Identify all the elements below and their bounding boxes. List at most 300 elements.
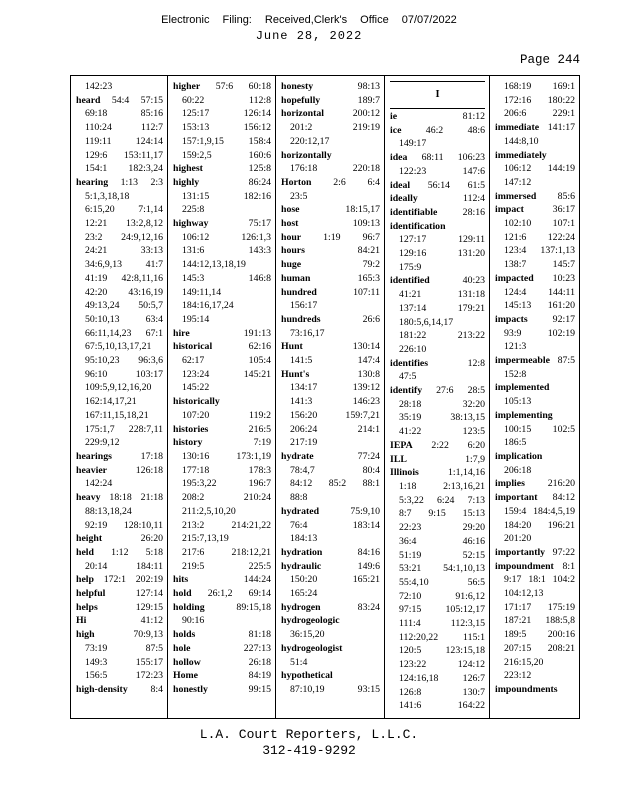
index-entry-continuation: 60:22 112:8 (182, 94, 271, 106)
index-entry-continuation: 122:23 147:6 (399, 165, 485, 177)
index-entry-continuation: 76:4 183:14 (290, 519, 380, 531)
index-entry: helps 129:15 (76, 601, 163, 613)
index-entry-continuation: 20:14 184:11 (85, 560, 163, 572)
index-entry-continuation: 144:12,13,18,19 (182, 259, 246, 271)
index-headword: hydrogen (281, 601, 321, 613)
index-entry-continuation: 137:14 179:21 (399, 302, 485, 314)
index-entry-continuation: 156:5 172:23 (85, 670, 163, 682)
index-headword: honestly (173, 683, 208, 695)
index-entry-continuation: 211:2,5,10,20 (182, 505, 236, 517)
index-entry-continuation: 84:12 85:2 88:1 (290, 478, 380, 490)
index-headword: hopefully (281, 94, 321, 106)
index-entry-continuation: 50:10,13 63:4 (85, 313, 163, 325)
index-entry-continuation: 226:10 (399, 343, 427, 355)
index-entry-continuation: 41:21 131:18 (399, 289, 485, 301)
index-entry: Hunt's 130:8 (281, 368, 380, 380)
index-entry-continuation: 92:19 128:10,11 (85, 519, 163, 531)
index-entry-continuation: 176:18 220:18 (290, 163, 380, 175)
index-entry-continuation: 144:8,10 (504, 135, 539, 147)
index-headword: holding (173, 601, 205, 613)
index-entry-continuation: 145:13 161:20 (504, 300, 575, 312)
index-entry-continuation: 145:22 (182, 382, 210, 394)
index-entry-continuation: 36:4 46:16 (399, 535, 485, 547)
index-entry-continuation: 156:17 (290, 300, 318, 312)
index-entry (390, 220, 485, 234)
index-entry: hire 191:13 (173, 327, 271, 339)
index-column-1 (71, 76, 168, 718)
index-entry-continuation: 24:21 33:13 (85, 245, 163, 257)
index-column-2 (168, 76, 276, 718)
index-entry-continuation: 134:17 139:12 (290, 382, 380, 394)
index-entry-continuation: 216:15,20 (504, 656, 544, 668)
index-headword: hypothetical (281, 670, 333, 682)
index-headword: historical (173, 341, 213, 353)
index-headword: hearings (76, 450, 112, 462)
index-entry-continuation: 62:17 105:4 (182, 355, 271, 367)
index-entry-continuation: 105:13 (504, 396, 532, 408)
index-entry: importantly 97:22 (495, 546, 575, 558)
index-headword: horizontally (281, 149, 332, 161)
index-entry-continuation: 195:14 (182, 313, 210, 325)
index-headword: immersed (495, 190, 537, 202)
index-entry-continuation: 8:7 9:15 15:13 (399, 508, 485, 520)
index-entry-continuation: 162:14,17,21 (85, 396, 137, 408)
index-headword: hydration (281, 546, 323, 558)
index-entry-continuation: 73:16,17 (290, 327, 325, 339)
index-entry-continuation: 149:11,14 (182, 286, 222, 298)
index-headword: important (495, 492, 538, 504)
index-headword: hydrated (281, 505, 320, 517)
index-headword: hits (173, 574, 189, 586)
index-entry: honesty 98:13 (281, 81, 380, 92)
index-entry-continuation: 124:16,18 126:7 (399, 672, 485, 684)
index-entry: implies 216:20 (495, 478, 575, 490)
index-entry-continuation: 220:12,17 (290, 135, 330, 147)
index-entry-continuation: 177:18 178:3 (182, 464, 271, 476)
index-entry-continuation: 213:2 214:21,22 (182, 519, 271, 531)
index-entry-continuation: 165:24 (290, 588, 318, 600)
index-entry-continuation: 110:24 112:7 (85, 122, 163, 134)
index-entry: hold 26:1,2 69:14 (173, 588, 271, 600)
index-headword: identifiable (390, 206, 438, 218)
index-entry-continuation: 207:15 208:21 (504, 642, 575, 654)
index-entry-continuation: 35:19 38:13,15 (399, 412, 485, 424)
index-entry-continuation: 55:4,10 56:5 (399, 576, 485, 588)
index-entry-continuation: 107:20 119:2 (182, 409, 271, 421)
index-entry: ie 81:12 (390, 111, 485, 122)
index-headword: higher (173, 81, 201, 92)
index-entry: impacted 10:23 (495, 272, 575, 284)
index-headword: high (76, 629, 95, 641)
index-entry: identify 27:6 28:5 (390, 385, 485, 397)
index-entry-continuation: 153:13 156:12 (182, 122, 271, 134)
transcript-date: June 28, 2022 (255, 29, 363, 43)
index-entry: idea 68:11 106:23 (390, 152, 485, 164)
index-entry: IEPA 2:22 6:20 (390, 439, 485, 451)
index-entry-continuation: 206:6 229:1 (504, 108, 575, 120)
index-headword: Illinois (390, 467, 419, 479)
index-entry-continuation: 41:22 123:5 (399, 426, 485, 438)
index-entry-continuation: 51:19 52:15 (399, 549, 485, 561)
index-entry-continuation: 201:2 219:19 (290, 122, 380, 134)
index-entry-continuation: 123:22 124:12 (399, 659, 485, 671)
index-entry: ideally 112:4 (390, 193, 485, 205)
index-headword: implemented (495, 382, 550, 394)
index-entry-continuation: 90:16 (182, 615, 205, 627)
index-entry: helpful 127:14 (76, 588, 163, 600)
index-entry: hour 1:19 96:7 (281, 231, 380, 243)
index-entry: impoundment 8:1 (495, 560, 575, 572)
index-entry: hours 84:21 (281, 245, 380, 257)
section-letter-header (390, 81, 485, 109)
index-headword: hundreds (281, 313, 321, 325)
index-headword: Hunt's (281, 368, 310, 380)
index-entry-continuation: 1:18 2:13,16,21 (399, 480, 485, 492)
index-entry-continuation: 5:1,3,18,18 (85, 190, 130, 202)
index-entry-continuation: 104:12,13 (504, 588, 544, 600)
index-headword: identifies (390, 357, 429, 369)
index-entry-continuation: 208:2 210:24 (182, 492, 271, 504)
index-entry: higher 57:6 60:18 (173, 81, 271, 92)
index-headword: identification (390, 220, 446, 232)
index-entry-continuation: 184:16,17,24 (182, 300, 234, 312)
index-entry-continuation: 141:5 147:4 (290, 355, 380, 367)
index-headword: hose (281, 204, 300, 216)
index-entry-continuation: 106:12 144:19 (504, 163, 575, 175)
index-headword: honesty (281, 81, 314, 92)
index-entry (495, 381, 575, 395)
index-entry-continuation: 189:5 200:16 (504, 629, 575, 641)
index-entry-continuation: 219:5 225:5 (182, 560, 271, 572)
index-headword: immediately (495, 149, 547, 161)
index-headword: Horton (281, 176, 312, 188)
word-index-box (70, 75, 580, 719)
index-headword: height (76, 533, 103, 545)
index-entry-continuation: 147:12 (504, 176, 532, 188)
index-entry-continuation: 36:15,20 (290, 629, 325, 641)
index-entry: Hunt 130:14 (281, 341, 380, 353)
index-headword: heavy (76, 492, 101, 504)
index-headword: identify (390, 385, 423, 397)
index-entry-continuation: 217:6 218:12,21 (182, 546, 271, 558)
index-entry: identified 40:23 (390, 275, 485, 287)
index-entry-continuation: 141:3 146:23 (290, 396, 380, 408)
index-headword: hundred (281, 286, 317, 298)
index-entry-continuation: 124:4 144:11 (504, 286, 575, 298)
index-entry-continuation: 28:18 32:20 (399, 398, 485, 410)
index-entry-continuation: 142:24 (85, 478, 113, 490)
index-entry-continuation: 159:2,5 160:6 (182, 149, 271, 161)
index-entry: history 7:19 (173, 437, 271, 449)
index-entry: heavier 126:18 (76, 464, 163, 476)
index-headword: horizontal (281, 108, 324, 120)
index-entry-continuation: 111:4 112:3,15 (399, 618, 485, 630)
index-entry-continuation: 180:5,6,14,17 (399, 316, 454, 328)
index-entry-continuation: 41:19 42:8,11,16 (85, 272, 163, 284)
index-entry: high-density 8:4 (76, 683, 163, 695)
index-entry: huge 79:2 (281, 259, 380, 271)
index-entry-continuation: 184:13 (290, 533, 318, 545)
index-entry-continuation: 129:16 131:20 (399, 248, 485, 260)
index-entry-continuation: 171:17 175:19 (504, 601, 575, 613)
index-entry-continuation: 172:16 180:22 (504, 94, 575, 106)
index-entry-continuation: 195:3,22 196:7 (182, 478, 271, 490)
index-entry: impermeable 87:5 (495, 355, 575, 367)
efiling-stamp: Electronic Filing: Received,Clerk's Office 07/07/2022 (161, 14, 457, 26)
index-entry: highest 125:8 (173, 163, 271, 175)
index-entry-continuation: 100:15 102:5 (504, 423, 575, 435)
index-column-3 (276, 76, 385, 718)
court-reporter-name: L.A. Court Reporters, L.L.C. (199, 727, 419, 742)
index-entry-continuation: 126:8 130:7 (399, 686, 485, 698)
index-entry: heard 54:4 57:15 (76, 94, 163, 106)
index-entry-continuation: 93:9 102:19 (504, 327, 575, 339)
index-entry: height 26:20 (76, 533, 163, 545)
index-entry-continuation: 145:3 146:8 (182, 272, 271, 284)
index-headword: ie (390, 111, 398, 122)
index-headword: hydrogeologic (281, 615, 340, 627)
index-entry-continuation: 51:4 (290, 656, 308, 668)
index-entry-continuation: 129:6 153:11,17 (85, 149, 163, 161)
index-headword: implication (495, 450, 543, 462)
index-entry: heavy 18:18 21:18 (76, 492, 163, 504)
index-headword: impacts (495, 313, 528, 325)
index-entry-continuation: 186:5 (504, 437, 527, 449)
index-entry: held 1:12 5:18 (76, 546, 163, 558)
index-entry (281, 642, 380, 656)
index-headword: hour (281, 231, 302, 243)
index-entry-continuation: 141:6 164:22 (399, 700, 485, 712)
index-entry-continuation: 96:10 103:17 (85, 368, 163, 380)
index-entry-continuation: 206:24 214:1 (290, 423, 380, 435)
index-entry-continuation: 157:1,9,15 158:4 (182, 135, 271, 147)
index-entry: ice 46:2 48:6 (390, 124, 485, 136)
index-entry: identifiable 28:16 (390, 206, 485, 218)
index-headword: high-density (76, 683, 128, 695)
index-entry (281, 149, 380, 163)
index-entry (281, 614, 380, 628)
index-column-4 (385, 76, 490, 718)
index-headword: historically (173, 396, 220, 408)
index-entry: highly 86:24 (173, 176, 271, 188)
index-entry: ILL 1:7,9 (390, 453, 485, 465)
index-headword: impoundments (495, 683, 558, 695)
index-headword: Hi (76, 615, 87, 627)
index-headword: idea (390, 152, 408, 164)
index-headword: heavier (76, 464, 108, 476)
index-entry-continuation: 149:17 (399, 138, 427, 150)
index-headword: hold (173, 588, 192, 600)
index-entry-continuation: 102:10 107:1 (504, 218, 575, 230)
index-headword: impermeable (495, 355, 550, 367)
index-entry-continuation: 125:17 126:14 (182, 108, 271, 120)
index-headword: highly (173, 176, 200, 188)
index-entry-continuation: 156:20 159:7,21 (290, 409, 380, 421)
index-entry: help 172:1 202:19 (76, 574, 163, 586)
index-entry: hearings 17:18 (76, 450, 163, 462)
index-headword: histories (173, 423, 209, 435)
index-entry-continuation: 23:5 (290, 190, 308, 202)
index-headword: highway (173, 218, 209, 230)
index-headword: impoundment (495, 560, 554, 572)
index-entry-continuation: 201:20 (504, 533, 532, 545)
index-entry-continuation: 12:21 13:2,8,12 (85, 218, 163, 230)
index-entry (173, 395, 271, 409)
index-entry: hits 144:24 (173, 574, 271, 586)
index-headword: history (173, 437, 203, 449)
index-entry: hydraulic 149:6 (281, 560, 380, 572)
index-entry: hearing 1:13 2:3 (76, 176, 163, 188)
index-entry: hose 18:15,17 (281, 204, 380, 216)
index-headword: impact (495, 204, 524, 216)
index-entry-continuation: 67:5,10,13,17,21 (85, 341, 152, 353)
index-entry-continuation: 87:10,19 93:15 (290, 683, 380, 695)
index-entry (495, 409, 575, 423)
index-entry: hundreds 26:6 (281, 313, 380, 325)
index-entry: ideal 56:14 61:5 (390, 179, 485, 191)
index-headword: huge (281, 259, 302, 271)
index-entry: hydrated 75:9,10 (281, 505, 380, 517)
index-entry-continuation: 97:15 105:12,17 (399, 604, 485, 616)
index-entry-continuation: 109:5,9,12,16,20 (85, 382, 152, 394)
index-entry-continuation: 121:3 (504, 341, 527, 353)
index-entry: hollow 26:18 (173, 656, 271, 668)
index-headword: hydrate (281, 450, 314, 462)
index-headword: IEPA (390, 439, 413, 451)
index-entry: immediate 141:17 (495, 122, 575, 134)
index-headword: ideally (390, 193, 418, 205)
index-headword: hydrogeologist (281, 642, 343, 654)
index-entry-continuation: 181:22 213:22 (399, 330, 485, 342)
index-entry-continuation: 167:11,15,18,21 (85, 409, 149, 421)
index-entry: historical 62:16 (173, 341, 271, 353)
index-headword: hearing (76, 176, 109, 188)
index-entry-continuation: 184:20 196:21 (504, 519, 575, 531)
index-entry-continuation: 42:20 43:16,19 (85, 286, 163, 298)
index-entry: holding 89:15,18 (173, 601, 271, 613)
index-headword: holds (173, 629, 196, 641)
index-headword: help (76, 574, 94, 586)
index-entry: impacts 92:17 (495, 313, 575, 325)
index-entry-continuation: 127:17 129:11 (399, 234, 485, 246)
index-entry-continuation: 150:20 165:21 (290, 574, 380, 586)
index-entry-continuation: 88:13,18,24 (85, 505, 132, 517)
index-headword: heard (76, 94, 101, 106)
index-entry: host 109:13 (281, 218, 380, 230)
index-headword: host (281, 218, 299, 230)
index-entry: human 165:3 (281, 272, 380, 284)
index-headword: ideal (390, 179, 411, 191)
index-entry-continuation: 5:3,22 6:24 7:13 (399, 494, 485, 506)
index-entry-continuation: 9:17 18:1 104:2 (504, 574, 575, 586)
index-entry-continuation: 217:19 (290, 437, 318, 449)
index-headword: hydraulic (281, 560, 322, 572)
index-entry: histories 216:5 (173, 423, 271, 435)
index-entry-continuation: 223:12 (504, 670, 532, 682)
index-entry-continuation: 72:10 91:6,12 (399, 590, 485, 602)
index-entry-continuation: 106:12 126:1,3 (182, 231, 271, 243)
index-entry-continuation: 123:24 145:21 (182, 368, 271, 380)
index-entry (281, 669, 380, 683)
index-entry-continuation: 73:19 87:5 (85, 642, 163, 654)
index-headword: importantly (495, 546, 546, 558)
index-entry-continuation: 66:11,14,23 67:1 (85, 327, 163, 339)
index-headword: implies (495, 478, 525, 490)
court-reporter-phone: 312-419-9292 (262, 743, 356, 758)
index-entry-continuation: 131:6 143:3 (182, 245, 271, 257)
index-entry-continuation: 225:8 (182, 204, 205, 216)
index-headword: ILL (390, 453, 407, 465)
index-entry-continuation: 175:9 (399, 261, 422, 273)
index-entry: important 84:12 (495, 492, 575, 504)
index-entry-continuation: 154:1 182:3,24 (85, 163, 163, 175)
index-headword: highest (173, 163, 203, 175)
index-entry: hydrate 77:24 (281, 450, 380, 462)
index-headword: ice (390, 124, 402, 136)
index-entry: identifies 12:8 (390, 357, 485, 369)
index-entry: high 70:9,13 (76, 629, 163, 641)
index-column-5 (490, 76, 579, 718)
index-entry-continuation: 123:4 137:1,13 (504, 245, 575, 257)
index-headword: held (76, 546, 94, 558)
index-entry-continuation: 130:16 173:1,19 (182, 450, 271, 462)
index-headword: helps (76, 601, 98, 613)
index-entry: hydration 84:16 (281, 546, 380, 558)
index-entry-continuation: 23:2 24:9,12,16 (85, 231, 163, 243)
index-headword: impacted (495, 272, 534, 284)
index-headword: identified (390, 275, 430, 287)
index-headword: implementing (495, 409, 553, 421)
index-entry: hundred 107:11 (281, 286, 380, 298)
index-entry-continuation: 78:4,7 80:4 (290, 464, 380, 476)
index-entry: horizontal 200:12 (281, 108, 380, 120)
index-entry-continuation: 88:8 (290, 492, 308, 504)
index-entry-continuation: 6:15,20 7:1,14 (85, 204, 163, 216)
index-entry-continuation: 49:13,24 50:5,7 (85, 300, 163, 312)
index-headword: hire (173, 327, 190, 339)
index-entry-continuation: 229:9,12 (85, 437, 120, 449)
index-headword: hole (173, 642, 191, 654)
index-entry: hopefully 189:7 (281, 94, 380, 106)
index-entry: holds 81:18 (173, 629, 271, 641)
index-entry: Horton 2:6 6:4 (281, 176, 380, 188)
index-entry-continuation: 142:23 (85, 81, 113, 92)
index-headword: hours (281, 245, 305, 257)
index-entry-continuation: 95:10,23 96:3,6 (85, 355, 163, 367)
index-entry-continuation: 22:23 29:20 (399, 522, 485, 534)
index-entry-continuation: 120:5 123:15,18 (399, 645, 485, 657)
index-headword: immediate (495, 122, 540, 134)
index-entry: hydrogen 83:24 (281, 601, 380, 613)
index-entry-continuation: 138:7 145:7 (504, 259, 575, 271)
page-number: Page 244 (519, 53, 580, 67)
index-entry-continuation: 34:6,9,13 41:7 (85, 259, 163, 271)
index-entry-continuation: 121:6 122:24 (504, 231, 575, 243)
index-entry-continuation: 112:20,22 115:1 (399, 631, 485, 643)
index-entry: immersed 85:6 (495, 190, 575, 202)
index-entry-continuation: 53:21 54:1,10,13 (399, 563, 485, 575)
index-headword: helpful (76, 588, 106, 600)
index-headword: hollow (173, 656, 201, 668)
index-entry-continuation: 69:18 85:16 (85, 108, 163, 120)
index-entry-continuation: 187:21 188:5,8 (504, 615, 575, 627)
index-entry-continuation: 159:4 184:4,5,19 (504, 505, 575, 517)
index-entry-continuation: 119:11 124:14 (85, 135, 163, 147)
index-entry-continuation: 168:19 169:1 (504, 81, 575, 92)
index-entry-continuation: 175:1,7 228:7,11 (85, 423, 163, 435)
index-entry-continuation: 152:8 (504, 368, 527, 380)
index-entry: hole 227:13 (173, 642, 271, 654)
